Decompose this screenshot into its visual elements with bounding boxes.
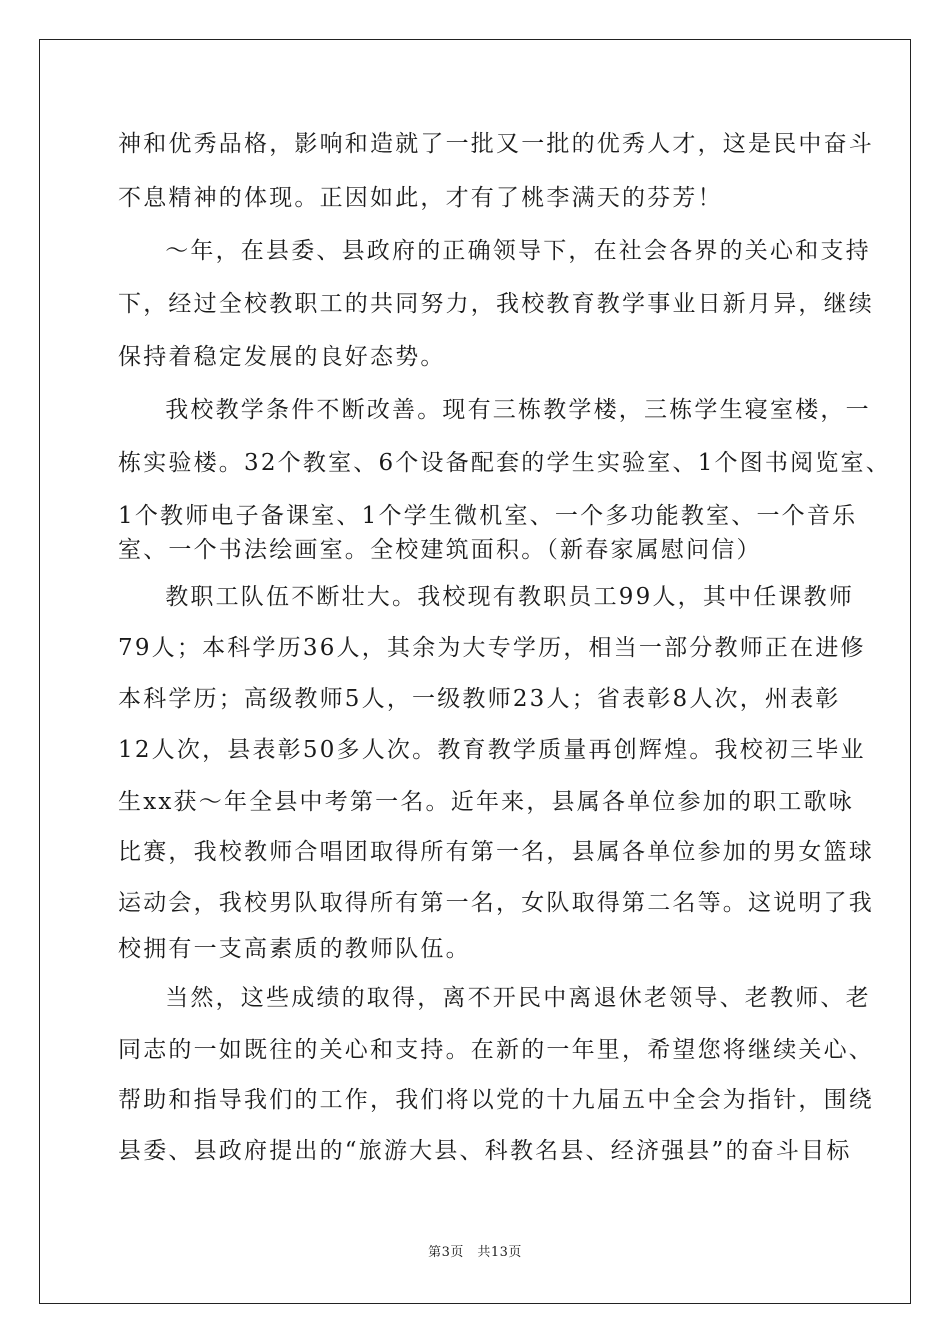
paragraph-start-line: 教职工队伍不断壮大。我校现有教职员工99人，其中任课教师 [140, 584, 855, 610]
text-line: 79人；本科学历36人，其余为大专学历，相当一部分教师正在进修 [118, 635, 866, 661]
text-line: 下，经过全校教职工的共同努力，我校教育教学事业日新月异，继续 [118, 291, 874, 317]
text-line: 同志的一如既往的关心和支持。在新的一年里，希望您将继续关心、 [118, 1037, 874, 1063]
page-number-label: 第3页 共13页 [428, 1245, 522, 1260]
text-line: 校拥有一支高素质的教师队伍。 [118, 936, 471, 962]
text-line: 室、一个书法绘画室。全校建筑面积。（新春家属慰问信） [118, 537, 762, 563]
paragraph-start-line: 当然，这些成绩的取得，离不开民中离退休老领导、老教师、老 [140, 985, 871, 1011]
text-line: 不息精神的体现。正因如此，才有了桃李满天的芬芳！ [118, 185, 723, 211]
text-line: 县委、县政府提出的“旅游大县、科教名县、经济强县”的奋斗目标 [118, 1138, 852, 1164]
text-line: 保持着稳定发展的良好态势。 [118, 344, 446, 370]
page-footer [0, 1244, 950, 1262]
text-line: 栋实验楼。32个教室、6个设备配套的学生实验室、1个图书阅览室、 [118, 450, 891, 476]
text-line: 比赛，我校教师合唱团取得所有第一名，县属各单位参加的男女篮球 [118, 839, 874, 865]
text-line: 本科学历；高级教师5人，一级教师23人；省表彰8人次，州表彰 [118, 686, 841, 712]
text-line: 1个教师电子备课室、1个学生微机室、一个多功能教室、一个音乐 [118, 503, 858, 529]
text-line: 运动会，我校男队取得所有第一名，女队取得第二名等。这说明了我 [118, 890, 874, 916]
text-line: 生xx获～年全县中考第一名。近年来，县属各单位参加的职工歌咏 [118, 789, 854, 815]
paragraph-start-line: 我校教学条件不断改善。现有三栋教学楼，三栋学生寝室楼，一 [140, 397, 871, 423]
text-line: 12人次，县表彰50多人次。教育教学质量再创辉煌。我校初三毕业 [118, 737, 866, 763]
paragraph-start-line: ～年，在县委、县政府的正确领导下，在社会各界的关心和支持 [140, 238, 871, 264]
text-line: 神和优秀品格，影响和造就了一批又一批的优秀人才，这是民中奋斗 [118, 131, 874, 157]
text-line: 帮助和指导我们的工作，我们将以党的十九届五中全会为指针，围绕 [118, 1087, 874, 1113]
